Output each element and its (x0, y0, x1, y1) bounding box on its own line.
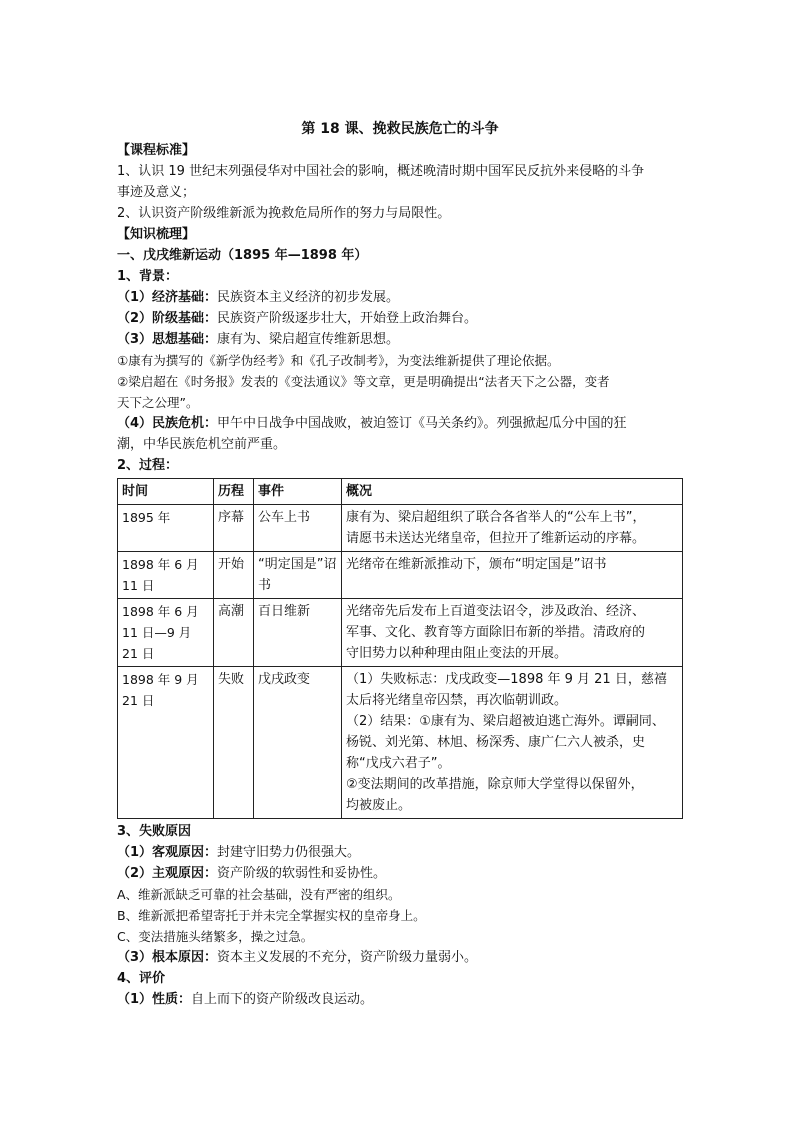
standard-line: 1、认识 19 世纪末列强侵华对中国社会的影响，概述晚清时期中国军民反抗外来侵略的斗争 (117, 164, 645, 179)
background-item (117, 413, 683, 434)
process-table (117, 478, 683, 819)
summary-line: （1）失败标志：戊戌政变—1898 年 9 月 21 日，慈禧 (346, 672, 667, 687)
background-item-text: 民族资本主义经济的初步发展。 (217, 290, 400, 305)
background-item-label: （1）经济基础： (117, 290, 218, 305)
table-cell-event: “明定国是”诏书 (254, 552, 342, 599)
table-cell-event: 戊戌政变 (254, 667, 342, 819)
table-row (118, 599, 683, 667)
summary-line: 军事、文化、教育等方面除旧布新的举措。清政府的 (346, 625, 646, 640)
part1-heading: 一、戊戌维新运动（1895 年—1898 年） (117, 248, 368, 263)
summary-line: （2）结果：①康有为、梁启超被迫逃亡海外。谭嗣同、 (346, 714, 665, 729)
fail-item (117, 947, 683, 968)
fail-item (117, 863, 683, 884)
fail-sub: B、维新派把希望寄托于并未完全掌握实权的皇帝身上。 (117, 908, 426, 923)
table-cell-stage: 高潮 (214, 599, 254, 667)
summary-line: 称“戊戌六君子”。 (346, 756, 451, 771)
table-cell-time: 1895 年 (118, 505, 214, 552)
background-item-text: 民族资产阶级逐步壮大，开始登上政治舞台。 (217, 311, 478, 326)
background-item-text: 甲午中日战争中国战败，被迫签订《马关条约》。列强掀起瓜分中国的狂 (217, 416, 627, 431)
table-cell-summary (342, 505, 683, 552)
background-note: ①康有为撰写的《新学伪经考》和《孔子改制考》，为变法维新提供了理论依据。 (117, 353, 560, 368)
fail-item-text: 资产阶级的软弱性和妥协性。 (217, 866, 387, 881)
document-page (117, 118, 683, 1010)
background-note: ②梁启超在《时务报》发表的《变法通议》等文章，更是明确提出“法者天下之公器，变者 (117, 374, 610, 389)
table-cell-stage: 序幕 (214, 505, 254, 552)
background-item (117, 308, 683, 329)
table-header-row (118, 479, 683, 505)
standard-heading: 【课程标准】 (117, 143, 196, 158)
summary-line: 请愿书未送达光绪皇帝，但拉开了维新运动的序幕。 (346, 531, 646, 546)
background-item-text: 康有为、梁启超宣传维新思想。 (217, 332, 400, 347)
table-cell-event: 公车上书 (254, 505, 342, 552)
background-item-label: （2）阶级基础： (117, 311, 218, 326)
table-cell-time: 1898 年 6 月 11 日—9 月 21 日 (118, 599, 214, 667)
background-note: 天下之公理”。 (117, 395, 199, 410)
fail-item-label: （2）主观原因： (117, 866, 218, 881)
summary-line: 太后将光绪皇帝囚禁，再次临朝训政。 (346, 693, 568, 708)
table-header-summary: 概况 (342, 479, 683, 505)
table-cell-summary (342, 552, 683, 599)
fail-item-label: （3）根本原因： (117, 950, 218, 965)
standard-line: 2、认识资产阶级维新派为挽救危局所作的努力与局限性。 (117, 206, 451, 221)
fail-item-text: 封建守旧势力仍很强大。 (217, 845, 361, 860)
summary-line: 均被废止。 (346, 798, 412, 813)
background-item-label: （3）思想基础： (117, 332, 218, 347)
fail-heading: 3、失败原因 (117, 824, 192, 839)
knowledge-heading: 【知识梳理】 (117, 227, 196, 242)
eval-heading: 4、评价 (117, 971, 166, 986)
summary-line: 康有为、梁启超组织了联合各省举人的“公车上书”， (346, 510, 646, 525)
background-item-continued: 潮，中华民族危机空前严重。 (117, 437, 287, 452)
background-item-label: （4）民族危机： (117, 416, 218, 431)
table-header-stage: 历程 (214, 479, 254, 505)
fail-sub: A、维新派缺乏可靠的社会基础，没有严密的组织。 (117, 887, 401, 902)
background-item (117, 287, 683, 308)
table-cell-summary (342, 599, 683, 667)
process-heading: 2、过程： (117, 458, 179, 473)
table-cell-event: 百日维新 (254, 599, 342, 667)
standard-line: 事迹及意义； (117, 185, 196, 200)
background-heading: 1、背景： (117, 269, 179, 284)
table-row (118, 667, 683, 819)
fail-item (117, 842, 683, 863)
background-item (117, 329, 683, 350)
summary-line: 杨锐、刘光第、林旭、杨深秀、康广仁六人被杀，史 (346, 735, 646, 750)
eval-item (117, 989, 683, 1010)
page-title: 第 18 课、挽救民族危亡的斗争 (301, 121, 499, 137)
eval-item-label: （1）性质： (117, 992, 192, 1007)
table-cell-stage: 开始 (214, 552, 254, 599)
table-cell-summary (342, 667, 683, 819)
table-cell-time: 1898 年 9 月 21 日 (118, 667, 214, 819)
fail-item-label: （1）客观原因： (117, 845, 218, 860)
fail-sub: C、变法措施头绪繁多，操之过急。 (117, 929, 314, 944)
fail-item-text: 资本主义发展的不充分，资产阶级力量弱小。 (217, 950, 478, 965)
table-row (118, 552, 683, 599)
summary-line: 光绪帝在维新派推动下，颁布“明定国是”诏书 (346, 557, 607, 572)
summary-line: 守旧势力以种种理由阻止变法的开展。 (346, 646, 568, 661)
table-cell-time: 1898 年 6 月 11 日 (118, 552, 214, 599)
summary-line: 光绪帝先后发布上百道变法诏令，涉及政治、经济、 (346, 604, 646, 619)
summary-line: ②变法期间的改革措施，除京师大学堂得以保留外， (346, 777, 644, 792)
table-header-time: 时间 (118, 479, 214, 505)
table-row (118, 505, 683, 552)
eval-item-text: 自上而下的资产阶级改良运动。 (191, 992, 374, 1007)
table-header-event: 事件 (254, 479, 342, 505)
table-cell-stage: 失败 (214, 667, 254, 819)
